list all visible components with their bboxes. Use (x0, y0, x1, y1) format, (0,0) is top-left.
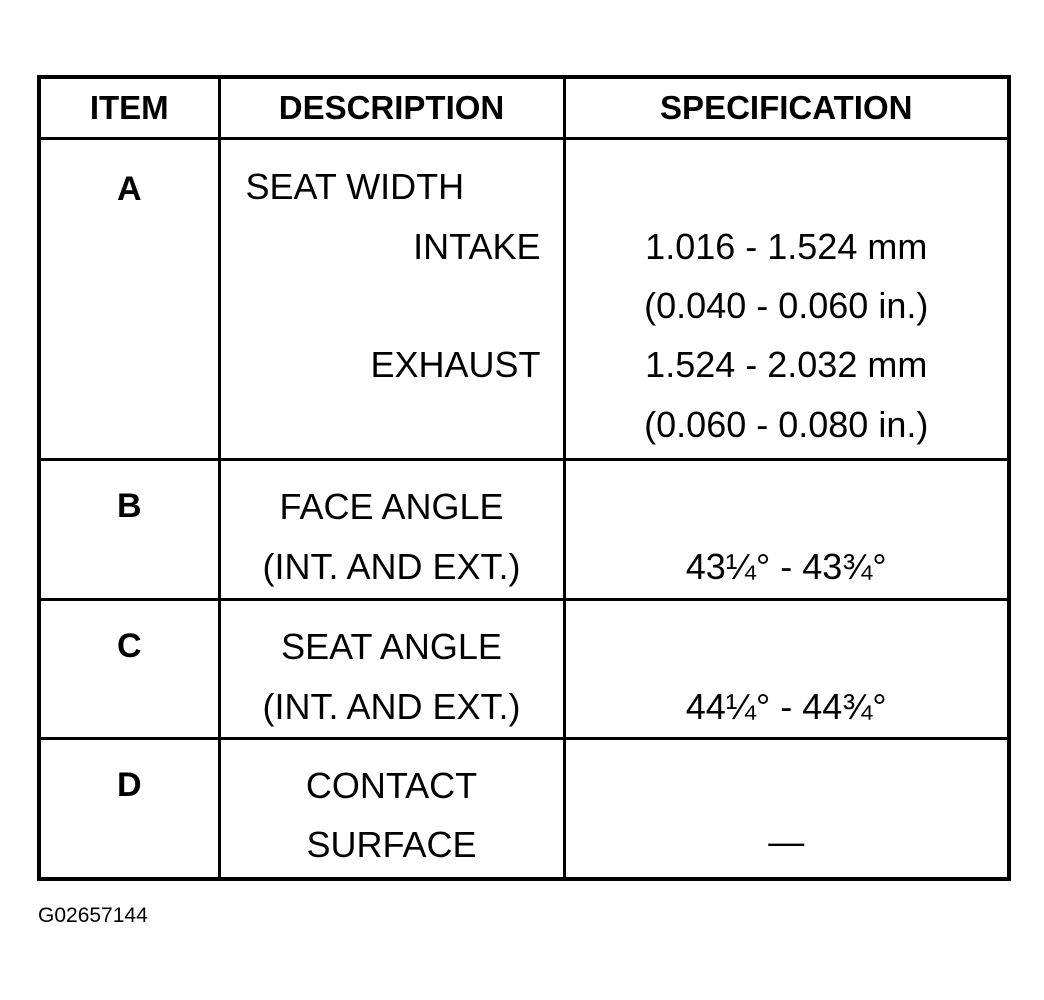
item-cell (39, 139, 219, 460)
description-line2: (INT. AND EXT.) (262, 545, 521, 587)
item-cell (39, 459, 219, 599)
description-cell (219, 459, 564, 599)
specification-cell (564, 459, 1009, 599)
description-cell (219, 139, 564, 460)
header-item: ITEM (39, 77, 219, 139)
intake-label: INTAKE (413, 226, 541, 268)
specification-value: 43¼° - 43¾° (685, 545, 887, 587)
exhaust-label: EXHAUST (370, 344, 541, 386)
item-letter: D (116, 766, 142, 805)
description-line1: SEAT ANGLE (281, 625, 502, 667)
item-letter: C (116, 626, 142, 665)
exhaust-mm-value: 1.524 - 2.032 mm (645, 344, 928, 386)
header-description: DESCRIPTION (219, 77, 564, 139)
table-row (39, 459, 1009, 599)
figure-id: G02657144 (38, 904, 148, 927)
description-title: SEAT WIDTH (245, 166, 465, 208)
table-row (39, 599, 1009, 739)
specification-value: 44¼° - 44¾° (685, 685, 887, 727)
item-cell (39, 599, 219, 739)
header-row (39, 77, 1009, 139)
specification-cell (564, 139, 1009, 460)
description-line2: (INT. AND EXT.) (262, 685, 521, 727)
specification-cell (564, 599, 1009, 739)
item-letter: B (116, 486, 142, 525)
description-cell (219, 599, 564, 739)
intake-in-value: (0.040 - 0.060 in.) (644, 285, 929, 327)
description-line1: FACE ANGLE (279, 485, 504, 527)
table-row (39, 139, 1009, 460)
item-cell (39, 739, 219, 879)
header-specification: SPECIFICATION (564, 77, 1009, 139)
valve-spec-table (37, 75, 1011, 881)
exhaust-in-value: (0.060 - 0.080 in.) (644, 404, 929, 446)
specification-cell (564, 739, 1009, 879)
description-line1: CONTACT (305, 765, 478, 807)
intake-mm-value: 1.016 - 1.524 mm (645, 226, 928, 268)
specification-value: — (768, 821, 805, 863)
description-line2: SURFACE (306, 824, 477, 866)
table-row (39, 739, 1009, 879)
description-cell (219, 739, 564, 879)
item-letter: A (116, 170, 142, 209)
